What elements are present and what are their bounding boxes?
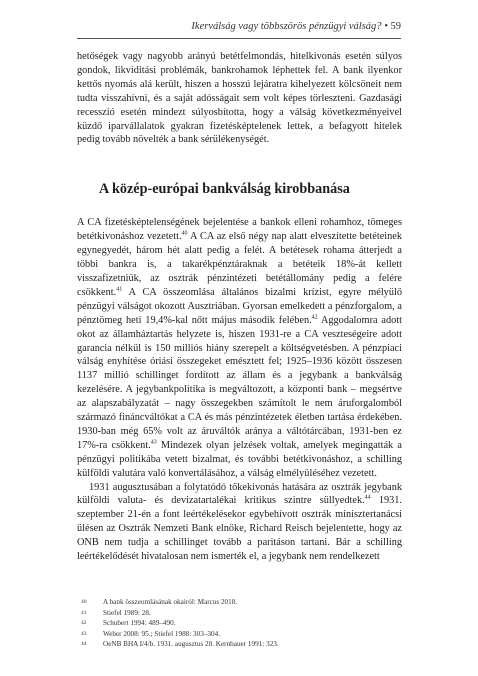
footnote-marker: 42 — [311, 314, 318, 321]
footnote-number: 44 — [81, 641, 87, 648]
footnote-number: 40 — [81, 599, 87, 605]
footnote — [77, 597, 402, 608]
footnote — [77, 618, 402, 629]
section-heading: A közép-európai bankválság kirobbanása — [99, 181, 350, 198]
paragraph-text: 1931. szeptember 21-én a font leértékelésekor egybehívott osztrák minisztertanácsi ülésen az Osztrák Nemzeti Bank elnöke, Richard Reisch bejelentette, hogy az ONB nem tudja a schillinget tovább a paritáson tartani. Bár a schilling leértékelődését hivatalosan nem ismerték el, a jegybank nem rendelkezett — [77, 495, 402, 563]
paragraph — [77, 50, 402, 147]
body-text — [77, 50, 402, 564]
paragraph-text: 1931 augusztusában a folytatódó tőkekivonás hatására az osztrák jegybank külföldi valuta- és devizatartalékai kritikus szintre süllyedtek. — [77, 481, 402, 507]
footnote-marker: 43 — [150, 439, 157, 446]
footnote — [77, 639, 402, 650]
header-rule — [77, 38, 401, 39]
running-head-title: Ikerválság vagy többszörös pénzügyi válság? — [191, 21, 382, 32]
running-head-bullet: • — [384, 21, 388, 32]
paragraph-text: Aggodalomra adott okot az államháztartás helyzete is, hiszen 1931-re a CA veszteségeire adott garancia nélkül is 150 milliós hiány szerepelt a költségvetésben. A pénzpiaci válság enyhítése óriási összegeket emésztett fel; 1925–1936 között összesen 1137 millió schillinget fordított az állam és a jegybank a bankválság kezelésére. A jegybankpolitika is megváltozott, a központi bank – megsértve az alapszabályzatát – nagy összegekben számítolt le nem áruforgalomból származó fináncváltókat a CA és más pénzintézetek életben tartása érdekében. 1930-ban még 65% volt az áruváltók aránya a váltótárcában, 1931-ben ez 17%-ra csökkent. — [77, 314, 402, 451]
footnote-text: OeNB BHA I/4/b. 1931. augusztus 28. Kernbauer 1991: 323. — [103, 640, 279, 649]
footnote-text: Schubert 1994: 489–490. — [103, 619, 176, 628]
running-head — [77, 21, 401, 32]
footnote — [77, 608, 402, 619]
paragraph — [77, 481, 402, 564]
intro-paragraphs — [77, 50, 402, 147]
footnote-marker: 41 — [116, 286, 123, 293]
footnotes — [77, 597, 402, 650]
paragraph-text: A CA összeomlása általános bizalmi krízist, egyre mélyülő pénzügyi válságot okozott Ausztriában. Gyorsan emelkedett a pénzforgalom, a pénztömeg heti 19,4%-kal nőtt május második felében. — [77, 286, 402, 326]
paragraph-text: A CA fizetésképtelenségének bejelentése a bankok elleni rohamhoz, tömeges betétkivonáshoz vezetett. — [77, 217, 402, 243]
footnote-text: Weber 2008: 95.; Stiefel 1988: 303–304. — [103, 629, 220, 638]
paragraph — [77, 216, 402, 480]
footnote-text: Stiefel 1989: 28. — [103, 608, 151, 617]
footnote — [77, 629, 402, 640]
page-number: 59 — [390, 21, 401, 32]
paragraph-text: A CA az első négy nap alatt elveszítette betéteinek egynegyedét, három hét alatt pedig a felét. A betétesek rohama átterjedt a többi bankra is, a takarékpénztáraknak a betéteik 18%-át kellett visszafizetniük, az osztrák pénzintézeti betétállomány pedig a felére csökkent. — [77, 231, 402, 298]
paragraph-text: Mindezek olyan jelzések voltak, amelyek megingatták a pénzügyi politikába vetett bizalmat, és további betétkivonáshoz, a schilling külföldi valutára való konvertálásához, a válság elmélyüléséhez vezetett. — [77, 439, 402, 479]
footnote-text: A bank összeomlásának okairól: Marcus 2018. — [103, 598, 238, 606]
footnote-marker: 44 — [364, 495, 371, 502]
footnote-number: 41 — [81, 609, 87, 616]
footnote-number: 43 — [81, 630, 87, 637]
footnote-number: 42 — [81, 620, 87, 627]
paragraph-text: hetőségek vagy nagyobb arányú betétfelmondás, hitelkivonás esetén súlyos gondok, likviditási problémák, bankrohamok léphettek fel. A bank ilyenkor kettős nyomás alá került, hiszen a hosszú lejáratra kihelyezett kölcsöneit nem tudta visszahívni, és a saját adósságait sem volt képes törleszteni. Gazdasági recesszió esetén mindezt súlyosbította, hogy a válság következményeivel küzdő iparvállalatok gyakran fizetésképtelenek lettek, a befagyott hitelek pedig tovább növelték a bank sérülékenységét. — [77, 51, 402, 146]
section-paragraphs — [77, 216, 402, 564]
footnote-marker: 40 — [181, 230, 188, 237]
